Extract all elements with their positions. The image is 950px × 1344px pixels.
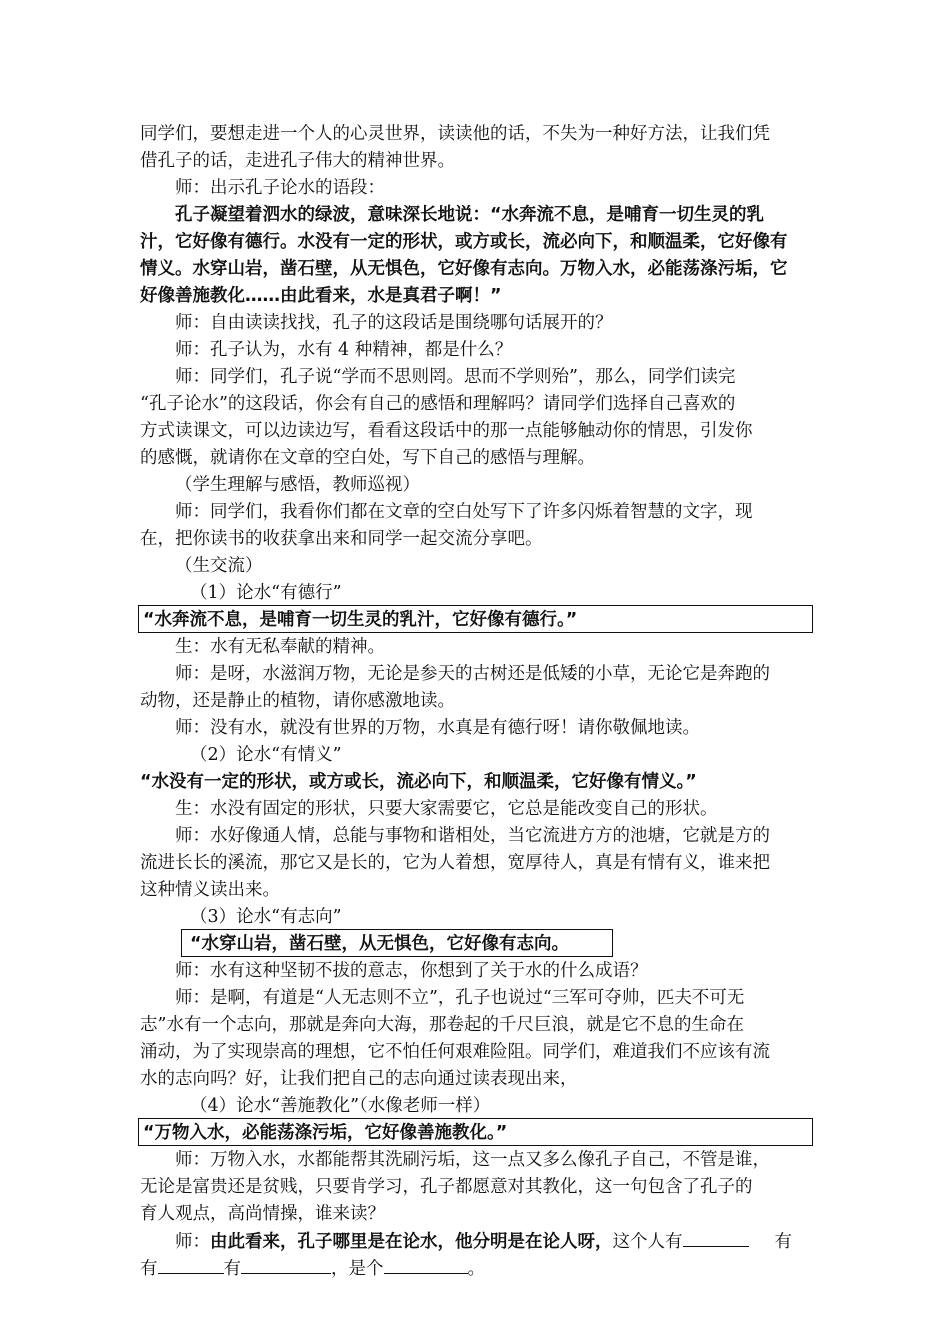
text-segment: 。 — [467, 1259, 485, 1279]
text-line: 在，把你读书的收获拿出来和同学一起交流分享吧。 — [140, 529, 543, 549]
text-line: 这种情义读出来。 — [140, 880, 280, 900]
text-line: 的感慨，就请你在文章的空白处，写下自己的感悟与理解。 — [140, 448, 595, 468]
answer-blank[interactable] — [241, 1255, 331, 1274]
text-segment: 这个人有 — [612, 1232, 683, 1252]
text-line: 师：出示孔子论水的语段： — [175, 178, 385, 198]
text-line: 师：万物入水，水都能帮其洗刷污垢，这一点又多么像孔子自己，不管是谁， — [175, 1150, 770, 1170]
text-line: 师：是啊，有道是“人无志则不立”，孔子也说过“三军可夺帅，匹夫不可无 — [175, 988, 745, 1008]
text-line: 涌动，为了实现崇高的理想，它不怕任何艰难险阻。同学们，难道我们不应该有流 — [140, 1042, 770, 1062]
quote-line: 孔子凝望着泗水的绿波，意味深长地说：“水奔流不息，是哺育一切生灵的乳 — [175, 205, 764, 225]
answer-blank[interactable] — [683, 1228, 749, 1247]
fill-in-line — [175, 1228, 812, 1256]
section-heading: （1）论水“有德行” — [190, 583, 342, 603]
quote-line: 情义。水穿山岩，凿石壁，从无惧色，它好像有志向。万物入水，必能荡涤污垢，它 — [140, 259, 788, 279]
text-line: 动物，还是静止的植物，请你感激地读。 — [140, 691, 455, 711]
text-line: 育人观点，高尚情操，谁来读？ — [140, 1204, 385, 1224]
text-line: 生：水没有固定的形状，只要大家需要它，它总是能改变自己的形状。 — [175, 799, 718, 819]
text-line: 师：自由读读找找，孔子的这段话是围绕哪句话展开的？ — [175, 313, 613, 333]
quote-line: 好像善施教化……由此看来，水是真君子啊！” — [140, 286, 502, 306]
text-line: 水的志向吗？好，让我们把自己的志向通过读表现出来， — [140, 1069, 578, 1089]
text-line: （生交流） — [175, 556, 263, 576]
text-line: 师：孔子认为，水有 4 种精神，都是什么？ — [175, 340, 513, 360]
section-heading: （3）论水“有志向” — [190, 907, 342, 927]
bold-segment: 由此看来，孔子哪里是在论水，他分明是在论人呀， — [210, 1232, 613, 1252]
text-line: 师：没有水，就没有世界的万物，水真是有德行呀！请你敬佩地读。 — [175, 718, 700, 738]
quote-line: 汁，它好像有德行。水没有一定的形状，或方或长，流必向下，和顺温柔，它好像有 — [140, 232, 788, 252]
text-line: 师：是呀，水滋润万物，无论是参天的古树还是低矮的小草，无论它是奔跑的 — [175, 664, 770, 684]
section-heading: （2）论水“有情义” — [190, 745, 342, 765]
boxed-quote: “水穿山岩，凿石壁，从无惧色，它好像有志向。 — [190, 934, 569, 954]
text-line: 借孔子的话，走进孔子伟大的精神世界。 — [140, 151, 455, 171]
text-segment: 有 — [140, 1259, 158, 1279]
boxed-quote: “水奔流不息，是哺育一切生灵的乳汁，它好像有德行。” — [143, 610, 578, 630]
text-line: 师：水好像通人情，总能与事物和谐相处，当它流进方方的池塘，它就是方的 — [175, 826, 770, 846]
fill-in-line — [140, 1255, 812, 1283]
text-line: “孔子论水”的这段话，你会有自己的感悟和理解吗？请同学们选择自己喜欢的 — [140, 394, 736, 414]
text-line: 生：水有无私奉献的精神。 — [175, 637, 385, 657]
text-segment: ，是个 — [331, 1259, 384, 1279]
text-segment: 有 — [774, 1232, 792, 1252]
text-line: 方式读课文，可以边读边写，看看这段话中的那一点能够触动你的情思，引发你 — [140, 421, 753, 441]
answer-blank[interactable] — [158, 1255, 224, 1274]
text-line: 师：同学们，孔子说“学而不思则罔。思而不学则殆”，那么，同学们读完 — [175, 367, 736, 387]
text-line: 师：水有这种坚韧不拔的意志，你想到了关于水的什么成语？ — [175, 961, 648, 981]
quote-line: “水没有一定的形状，或方或长，流必向下，和顺温柔，它好像有情义。” — [140, 772, 697, 792]
text-line: 流进长长的溪流，那它又是长的，它为人着想，宽厚待人，真是有情有义，谁来把 — [140, 853, 770, 873]
answer-blank[interactable] — [384, 1255, 468, 1274]
text-line: 志”水有一个志向，那就是奔向大海，那卷起的千尺巨浪，就是它不息的生命在 — [140, 1015, 744, 1035]
text-segment: 有 — [223, 1259, 241, 1279]
text-line: 无论是富贵还是贫贱，只要肯学习，孔子都愿意对其教化，这一句包含了孔子的 — [140, 1177, 753, 1197]
text-line: 同学们，要想走进一个人的心灵世界，读读他的话，不失为一种好方法，让我们凭 — [140, 124, 770, 144]
text-line: 师：同学们，我看你们都在文章的空白处写下了许多闪烁着智慧的文字，现 — [175, 502, 753, 522]
text-line: （学生理解与感悟，教师巡视） — [175, 475, 420, 495]
text-segment: 师： — [175, 1232, 210, 1252]
section-heading: （4）论水“善施教化”（水像老师一样） — [190, 1096, 491, 1116]
boxed-quote: “万物入水，必能荡涤污垢，它好像善施教化。” — [143, 1123, 508, 1143]
